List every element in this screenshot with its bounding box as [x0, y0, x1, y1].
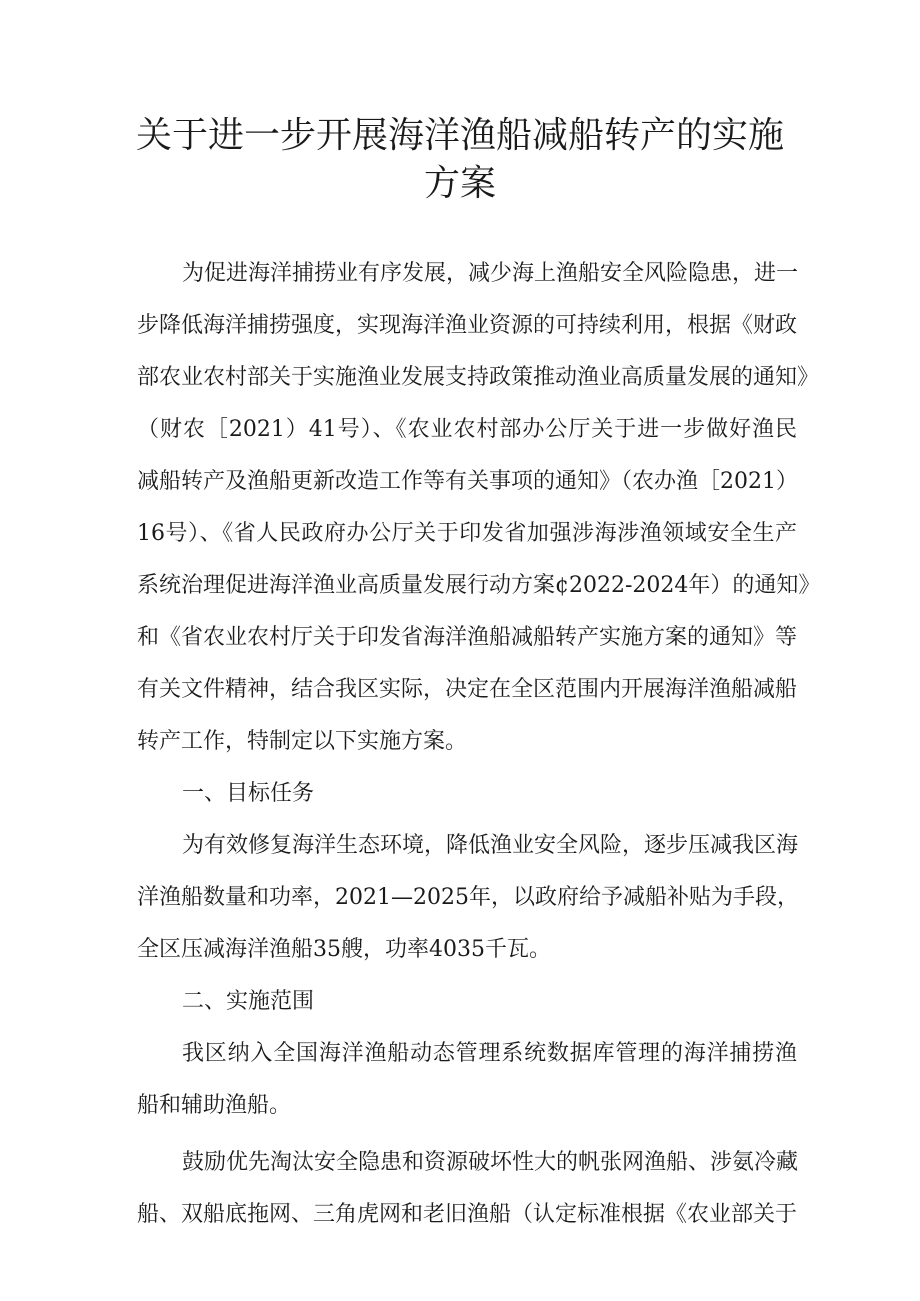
- intro-line: 系统治理促进海洋渔业高质量发展行动方案¢2022-2024年）的通知》: [137, 573, 821, 598]
- intro-line: 转产工作，特制定以下实施方案。: [137, 729, 468, 754]
- section1-line: 洋渔船数量和功率，2021—2025年，以政府给予减船补贴为手段，: [137, 885, 799, 910]
- intro-line: 减船转产及渔船更新改造工作等有关事项的通知》（农办渔［2021）: [137, 469, 798, 494]
- document-title-line-2: 方案: [423, 163, 496, 204]
- intro-line: 有关文件精神，结合我区实际，决定在全区范围内开展海洋渔船减船: [137, 677, 798, 702]
- section-heading-targets: 一、目标任务: [182, 781, 315, 806]
- section1-line: 全区压减海洋渔船35艘，功率4035千瓦。: [137, 937, 551, 962]
- document-title-line-1: 关于进一步开展海洋渔船减船转产的实施: [135, 115, 784, 156]
- section-heading-scope: 二、实施范围: [182, 989, 315, 1014]
- intro-line: 和《省农业农村厅关于印发省海洋渔船减船转产实施方案的通知》等: [137, 625, 798, 650]
- section2-line: 船和辅助渔船。: [137, 1093, 292, 1118]
- intro-line: 16号）、《省人民政府办公厅关于印发省加强涉海涉渔领域安全生产: [137, 521, 797, 546]
- section1-line: 为有效修复海洋生态环境，降低渔业安全风险，逐步压减我区海: [182, 833, 799, 858]
- section2-line: 我区纳入全国海洋渔船动态管理系统数据库管理的海洋捕捞渔: [182, 1041, 797, 1066]
- intro-line: 部农业农村部关于实施渔业发展支持政策推动渔业高质量发展的通知》: [137, 365, 820, 390]
- intro-line: 步降低海洋捕捞强度，实现海洋渔业资源的可持续利用，根据《财政: [137, 313, 798, 338]
- intro-line: （财农［2021）41号）、《农业农村部办公厅关于进一步做好渔民: [137, 417, 797, 442]
- section3-line: 船、双船底拖网、三角虎网和老旧渔船（认定标准根据《农业部关于: [137, 1202, 798, 1227]
- section3-line: 鼓励优先淘汰安全隐患和资源破坏性大的帆张网渔船、涉氨冷藏: [182, 1150, 799, 1175]
- intro-line: 为促进海洋捕捞业有序发展，减少海上渔船安全风险隐患，进一: [182, 261, 799, 286]
